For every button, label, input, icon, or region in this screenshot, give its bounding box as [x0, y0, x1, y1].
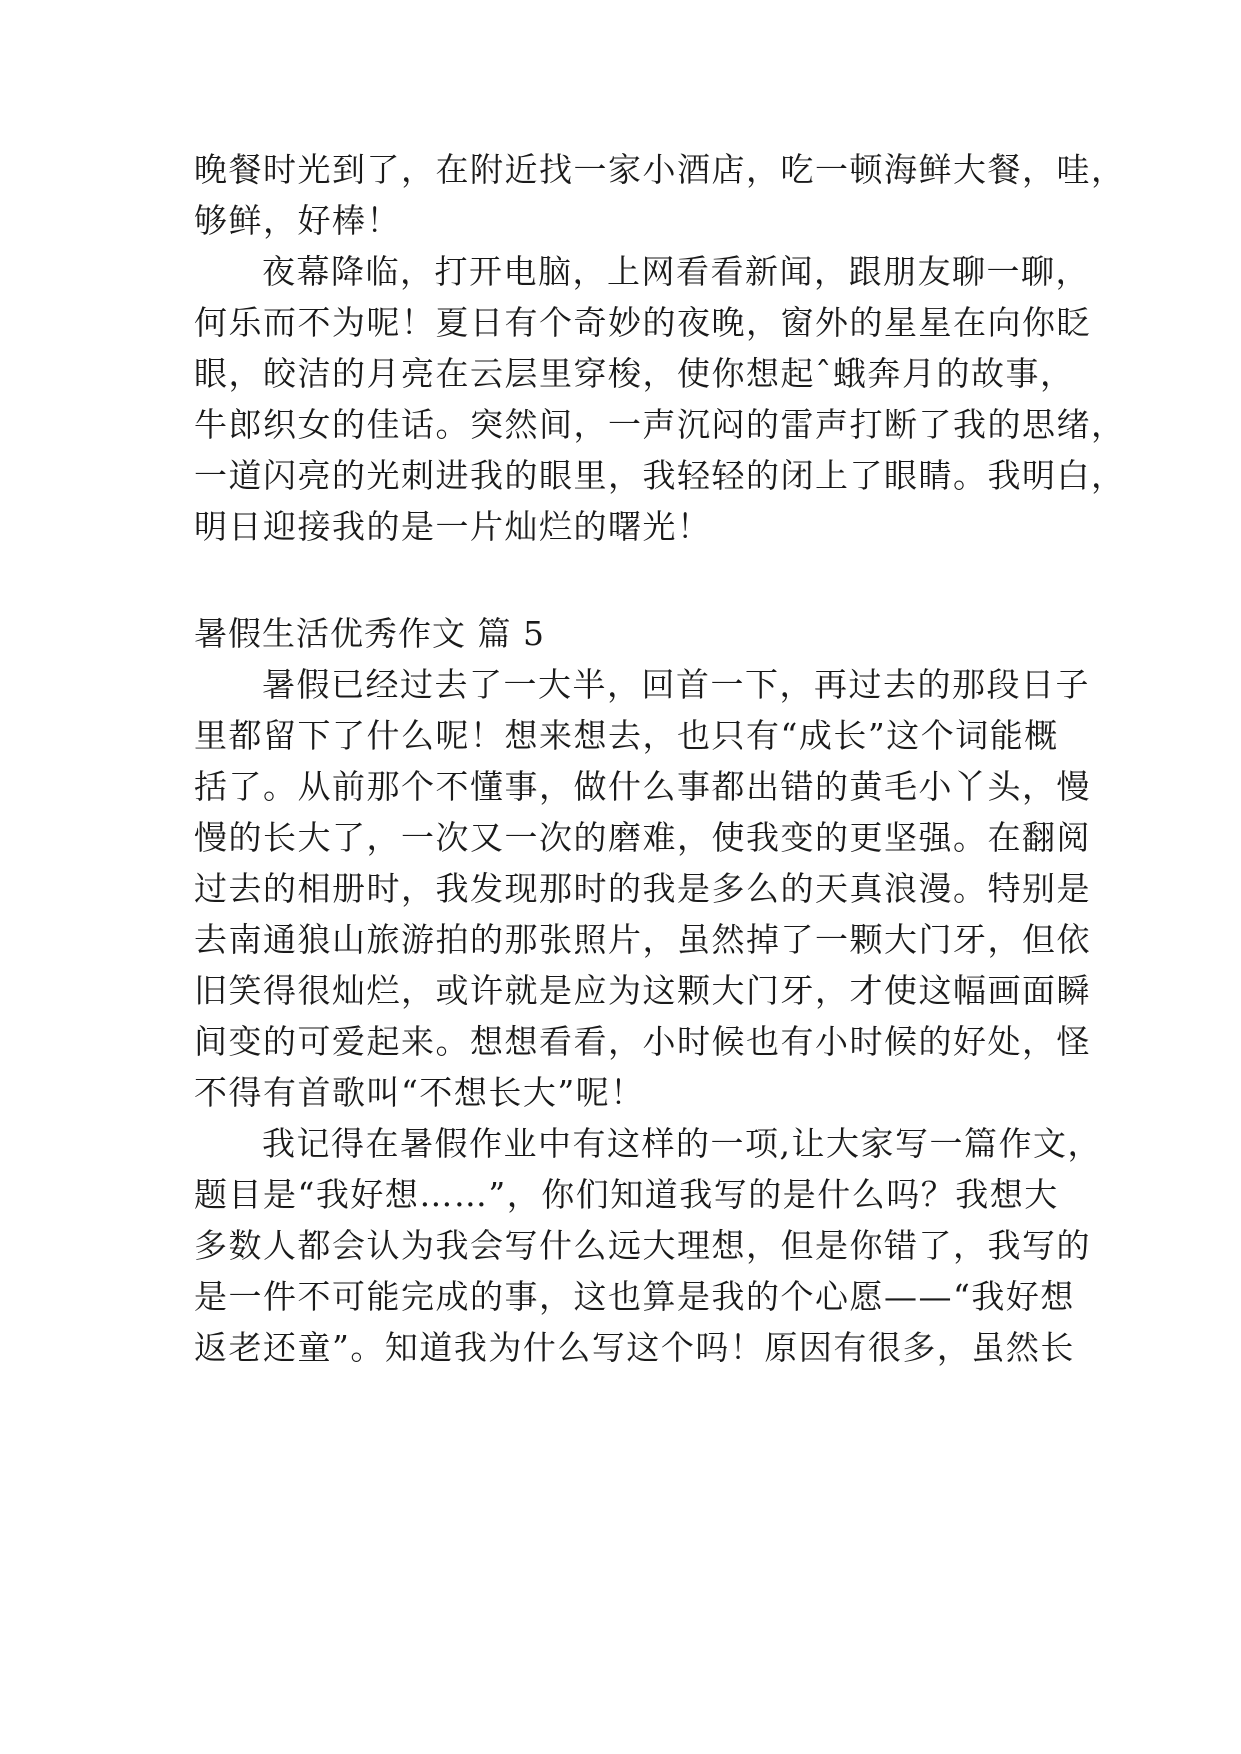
text-line: 旧笑得很灿烂，或许就是应为这颗大门牙，才使这幅画面瞬: [194, 971, 1091, 1010]
text-line: 一道闪亮的光刺进我的眼里，我轻轻的闭上了眼睛。我明白，: [194, 456, 1126, 495]
text-line: 间变的可爱起来。想想看看，小时候也有小时候的好处，怪: [194, 1022, 1091, 1061]
text-line: 够鲜，好棒！: [194, 201, 401, 240]
text-line: 过去的相册时，我发现那时的我是多么的天真浪漫。特别是: [194, 869, 1091, 908]
text-line: 多数人都会认为我会写什么远大理想，但是你错了，我写的: [194, 1226, 1091, 1265]
text-line: 暑假已经过去了一大半，回首一下，再过去的那段日子: [262, 665, 1090, 704]
section-heading: 暑假生活优秀作文 篇 5: [194, 614, 545, 653]
text-line: 晚餐时光到了，在附近找一家小酒店，吃一顿海鲜大餐，哇，: [194, 150, 1126, 189]
text-line: 不得有首歌叫“不想长大”呢！: [194, 1073, 645, 1112]
text-line: 去南通狼山旅游拍的那张照片，虽然掉了一颗大门牙，但依: [194, 920, 1091, 959]
text-line: 眼，皎洁的月亮在云层里穿梭，使你想起ˆ蛾奔月的故事，: [194, 354, 1075, 393]
text-line: 我记得在暑假作业中有这样的一项,让大家写一篇作文，: [262, 1124, 1102, 1163]
text-line: 题目是“我好想……”，你们知道我写的是什么吗？我想大: [194, 1175, 1059, 1214]
text-line: 里都留下了什么呢！想来想去，也只有“成长”这个词能概: [194, 716, 1059, 755]
text-line: 返老还童”。知道我为什么写这个吗！原因有很多，虽然长: [194, 1328, 1075, 1367]
text-line: 慢的长大了，一次又一次的磨难，使我变的更坚强。在翻阅: [194, 818, 1091, 857]
text-line: 括了。从前那个不懂事，做什么事都出错的黄毛小丫头，慢: [194, 767, 1091, 806]
text-line: 何乐而不为呢！夏日有个奇妙的夜晚，窗外的星星在向你眨: [194, 303, 1091, 342]
text-line: 明日迎接我的是一片灿烂的曙光！: [194, 507, 712, 546]
text-line: 牛郎织女的佳话。突然间，一声沉闷的雷声打断了我的思绪，: [194, 405, 1126, 444]
text-line: 夜幕降临，打开电脑，上网看看新闻，跟朋友聊一聊，: [262, 252, 1090, 291]
text-line: 是一件不可能完成的事，这也算是我的个心愿——“我好想: [194, 1277, 1075, 1316]
